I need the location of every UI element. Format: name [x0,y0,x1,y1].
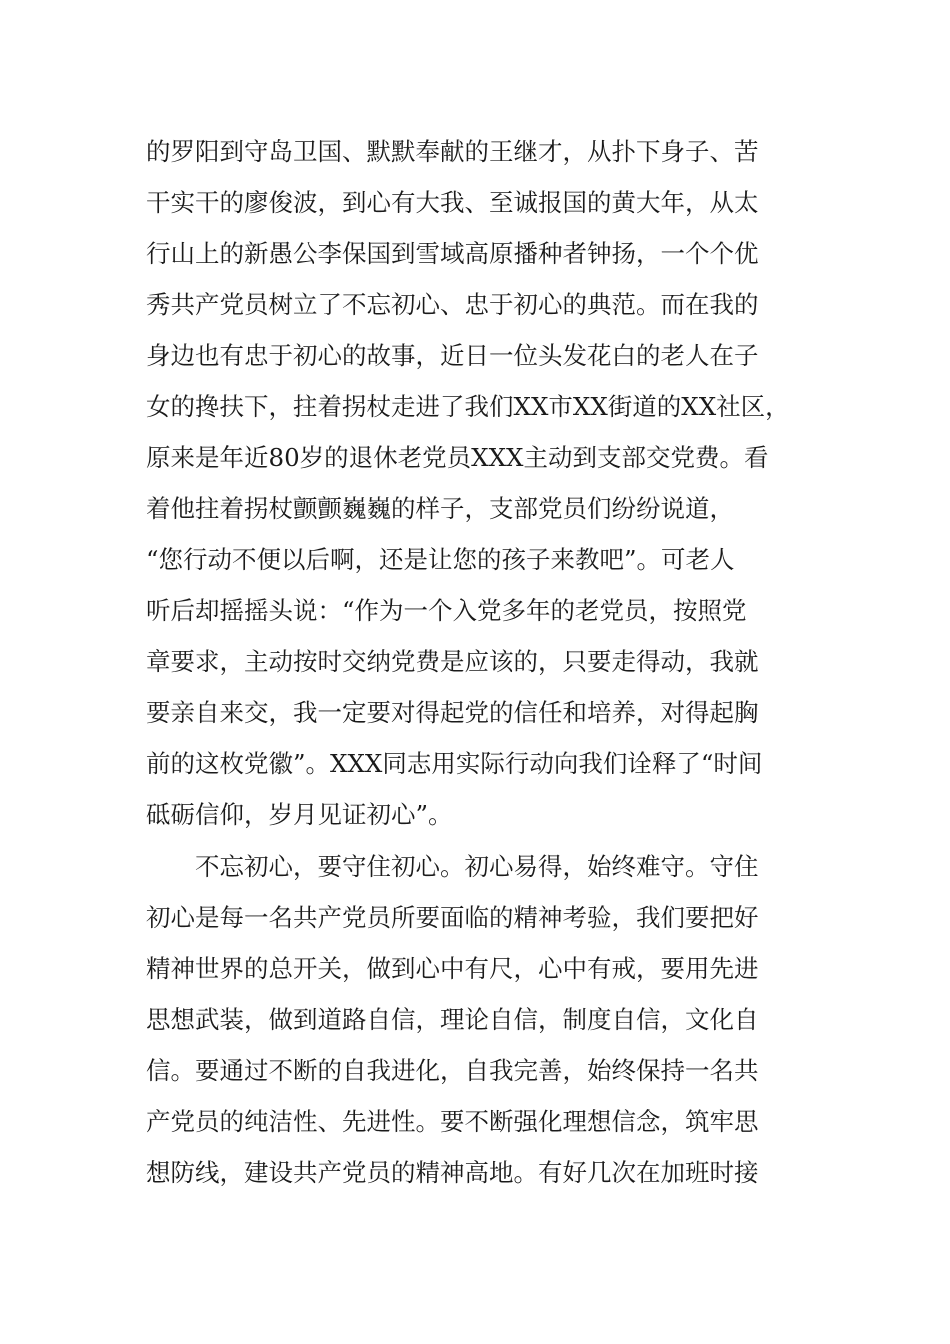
paragraph-line: 着他拄着拐杖颤颤巍巍的样子，支部党员们纷纷说道， [146,494,734,523]
paragraph-line: 前的这枚党徽”。XXX同志用实际行动向我们诠释了“时间 [146,749,763,778]
paragraph-line: 原来是年近80岁的退休老党员XXX主动到支部交党费。看 [146,443,769,472]
paragraph-line: 干实干的廖俊波，到心有大我、至诚报国的黄大年，从太 [146,188,759,217]
paragraph-line: 产党员的纯洁性、先进性。要不断强化理想信念，筑牢思 [146,1107,759,1136]
paragraph-line: 章要求，主动按时交纳党费是应该的，只要走得动，我就 [146,647,759,676]
paragraph-line: 女的搀扶下，拄着拐杖走进了我们XX市XX街道的XX社区， [146,392,790,421]
paragraph-line: 行山上的新愚公李保国到雪域高原播种者钟扬，一个个优 [146,239,759,268]
paragraph-line: 信。要通过不断的自我进化，自我完善，始终保持一名共 [146,1056,759,1085]
paragraph-line: 不忘初心，要守住初心。初心易得，始终难守。守住 [146,852,759,881]
paragraph-line: 身边也有忠于初心的故事，近日一位头发花白的老人在子 [146,341,759,370]
paragraph-line: 的罗阳到守岛卫国、默默奉献的王继才，从扑下身子、苦 [146,137,759,166]
paragraph-line: 砥砺信仰，岁月见证初心”。 [146,800,453,829]
paragraph-line: 精神世界的总开关，做到心中有尺，心中有戒，要用先进 [146,954,759,983]
paragraph-line: 初心是每一名共产党员所要面临的精神考验，我们要把好 [146,903,759,932]
paragraph-line: 想防线，建设共产党员的精神高地。有好几次在加班时接 [146,1158,759,1187]
paragraph-line: 秀共产党员树立了不忘初心、忠于初心的典范。而在我的 [146,290,759,319]
paragraph-line: 思想武装，做到道路自信，理论自信，制度自信，文化自 [146,1005,759,1034]
paragraph-line: “您行动不便以后啊，还是让您的孩子来教吧”。可老人 [146,545,735,574]
paragraph-line: 听后却摇摇头说：“作为一个入党多年的老党员，按照党 [146,596,747,625]
paragraph-line: 要亲自来交，我一定要对得起党的信任和培养，对得起胸 [146,698,759,727]
